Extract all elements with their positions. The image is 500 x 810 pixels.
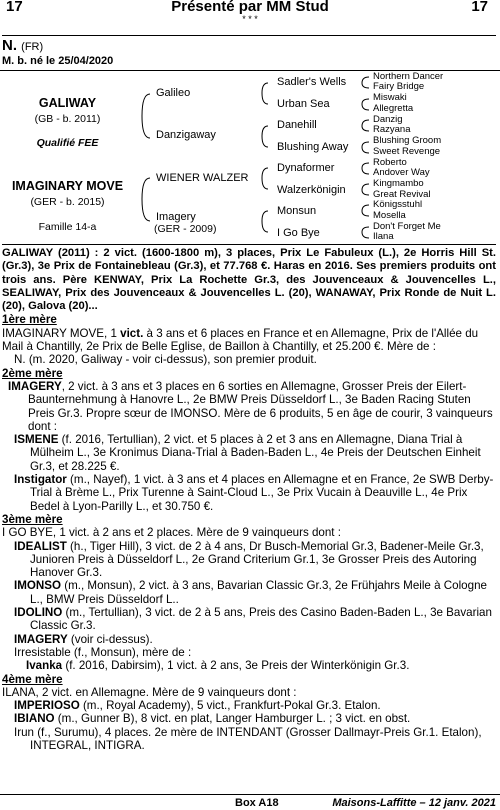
g3-4: Blushing Away: [277, 141, 349, 153]
consignor-title: Présenté par MM Stud: [171, 0, 329, 15]
sire-info: (GB - b. 2011): [34, 113, 101, 125]
g4-14: Mosella: [373, 210, 406, 221]
sire-dam: Danzigaway: [156, 129, 216, 141]
g3-1: Sadler's Wells: [277, 76, 347, 88]
third-dam-child-5: Irresistable (f., Monsun), mère de :: [14, 645, 192, 659]
first-dam-produce: N. (m. 2020, Galiway - voir ci-dessus), son premier produit.: [14, 353, 317, 367]
g3-5: Dynaformer: [277, 162, 335, 174]
g4-12: Great Revival: [373, 189, 431, 200]
fourth-dam-child-3: Irun (f., Surumu), 4 places. 2e mère de INTENDANT (Grosser Dallmayr-Preis Gr.1. Etalon), INTEGRAL, INTIGRA.: [14, 725, 482, 752]
sale-place-date: Maisons-Laffitte – 12 janv. 2021: [332, 797, 496, 809]
g4-11: Kingmambo: [373, 178, 424, 189]
box-number: Box A18: [235, 797, 279, 809]
sire-qualification: Qualifié FEE: [36, 137, 99, 149]
g3-7: Monsun: [277, 205, 317, 217]
g4-2: Fairy Bridge: [373, 81, 425, 92]
dam-info: (GER - b. 2015): [30, 196, 105, 208]
g3-6: Walzerkönigin: [277, 184, 346, 196]
third-dam-child-3: IDOLINO (m., Tertullian), 3 vict. de 2 à 5 ans, Preis des Casino Baden-Baden L., 3e Bavarian Classic Gr.3.: [14, 606, 492, 633]
dam-name: IMAGINARY MOVE: [11, 179, 124, 193]
second-dam-child-1: ISMENE (f. 2016, Tertullian), 2 vict. et 5 places à 2 et 3 ans en Allemagne, Diana Trial à Mülheim L., 3e Kronimus Diana-Trial à Baden-Baden L., 4e Preis der Deutschen Einheit Gr.3, et 28.225 €.: [14, 433, 481, 473]
lot-number-right: 17: [471, 0, 488, 15]
page-footer: [0, 794, 500, 810]
dam-family: Famille 14-a: [38, 221, 97, 233]
fourth-dam-child-1: IMPERIOSO (m., Royal Academy), 5 vict., Frankfurt-Pokal Gr.3. Etalon.: [14, 699, 381, 713]
second-dam-child-2: Instigator (m., Nayef), 1 vict. à 3 ans et 4 places en Allemagne et en France, 2e SWB Derby-Trial à Brème L., Prix Turenne à Saint-Cloud L., 3e Prix Vucain à Deauville L., 4e Prix Bedel à Lyon-Parilly L., et 30.750 €.: [14, 473, 494, 513]
g4-13: Königsstuhl: [373, 199, 423, 210]
g4-9: Roberto: [373, 157, 407, 168]
horse-identity: [2, 35, 496, 67]
g3-8: I Go Bye: [277, 227, 320, 239]
lot-number-left: 17: [6, 0, 23, 15]
g4-3: Miswaki: [373, 92, 407, 103]
third-dam-child-4: IMAGERY (voir ci-dessus).: [14, 632, 153, 646]
third-dam-grandchild: Ivanka (f. 2016, Dabirsim), 1 vict. à 2 ans, 3e Preis der Winterkönigin Gr.3.: [26, 659, 410, 673]
fourth-dam-text: ILANA, 2 vict. en Allemagne. Mère de 9 vainqueurs dont :: [2, 685, 297, 699]
first-dam-heading: 1ère mère: [2, 313, 57, 327]
pedigree-table: [0, 70, 500, 241]
fourth-dam-heading: 4ème mère: [2, 672, 63, 686]
g4-16: Ilana: [373, 231, 394, 242]
g4-6: Razyana: [373, 124, 411, 135]
dam-dam: Imagery: [156, 211, 196, 223]
g3-3: Danehill: [277, 119, 317, 131]
horse-birth: M. b. né le 25/04/2020: [2, 55, 114, 67]
third-dam-child-1: IDEALIST (h., Tiger Hill), 3 vict. de 2 à 4 ans, Dr Busch-Memorial Gr.3, Badener-Meile Gr.3, Junioren Preis à Düsseldorf L., 2e Grand Criterium Gr.1, 3e Grosser Preis des Autoring Hanover Gr.3.: [14, 539, 484, 580]
g4-1: Northern Dancer: [373, 71, 444, 82]
third-dam-child-2: IMONSO (m., Monsun), 2 vict. à 3 ans, Bavarian Classic Gr.3, 2e Frühjahrs Meile à Cologne L., BMW Preis Düsseldorf L..: [14, 579, 487, 606]
g4-5: Danzig: [373, 114, 403, 125]
header-stars: * * *: [242, 14, 258, 24]
second-dam-heading: 2ème mère: [2, 366, 63, 380]
dam-dam-info: (GER - 2009): [154, 223, 217, 235]
sire-summary: GALIWAY (2011) : 2 vict. (1600-1800 m), 3 places, Prix Le Fabuleux (L.), 2e Horris Hill St. (Gr.3), 3e Prix de Fontainebleau (Gr.3), et 77.768 €. Haras en 2016. Ses premiers produits ont trois ans. Père KENWAY, Prix La Rochette Gr.3, des Jouvenceaux & Jouvencelles L., SEALIWAY, Prix des Jouvenceaux & Jouvencelles L. (20), WANAWAY, Prix Ronde de Nuit L. (20), Galova (20)...: [2, 244, 496, 313]
third-dam-text: I GO BYE, 1 vict. à 2 ans et 2 places. Mère de 9 vainqueurs dont :: [2, 526, 341, 540]
g4-7: Blushing Groom: [373, 135, 442, 146]
first-dam-text: IMAGINARY MOVE, 1 vict. à 3 ans et 6 places en France et en Allemagne, Prix de l'Allée du Mail à Chantilly, 2e Prix de Belle Eglise, de Baillon à Chantilly, et 25.200 €. Mère de :: [2, 326, 479, 354]
fourth-dam-child-2: IBIANO (m., Gunner B), 8 vict. en plat, Langer Hamburger L. ; 3 vict. en obst.: [14, 712, 411, 726]
page-header: [0, 0, 500, 28]
second-dam-text: IMAGERY, 2 vict. à 3 ans et 3 places en 6 sorties en Allemagne, Grosser Preis der Eilert-Baunternehmung à Hanovre L., 2e BMW Preis Düsseldorf L., 3e Baden Racing Stuten Preis Gr.3. Propre sœur de IMONSO. Mère de 6 produits, 5 en âge de courir, 3 vainqueurs dont :: [8, 379, 493, 433]
catalogue-text: [2, 244, 496, 752]
horse-name: N. (FR): [2, 37, 44, 54]
g4-8: Sweet Revenge: [373, 146, 441, 157]
sire-name: GALIWAY: [38, 96, 97, 110]
sire-sire: Galileo: [156, 87, 191, 99]
g4-15: Don't Forget Me: [373, 221, 441, 232]
g4-4: Allegretta: [373, 103, 414, 114]
g3-2: Urban Sea: [277, 98, 330, 110]
dam-sire: WIENER WALZER: [156, 172, 249, 184]
g4-10: Andover Way: [373, 167, 430, 178]
third-dam-heading: 3ème mère: [2, 512, 63, 526]
